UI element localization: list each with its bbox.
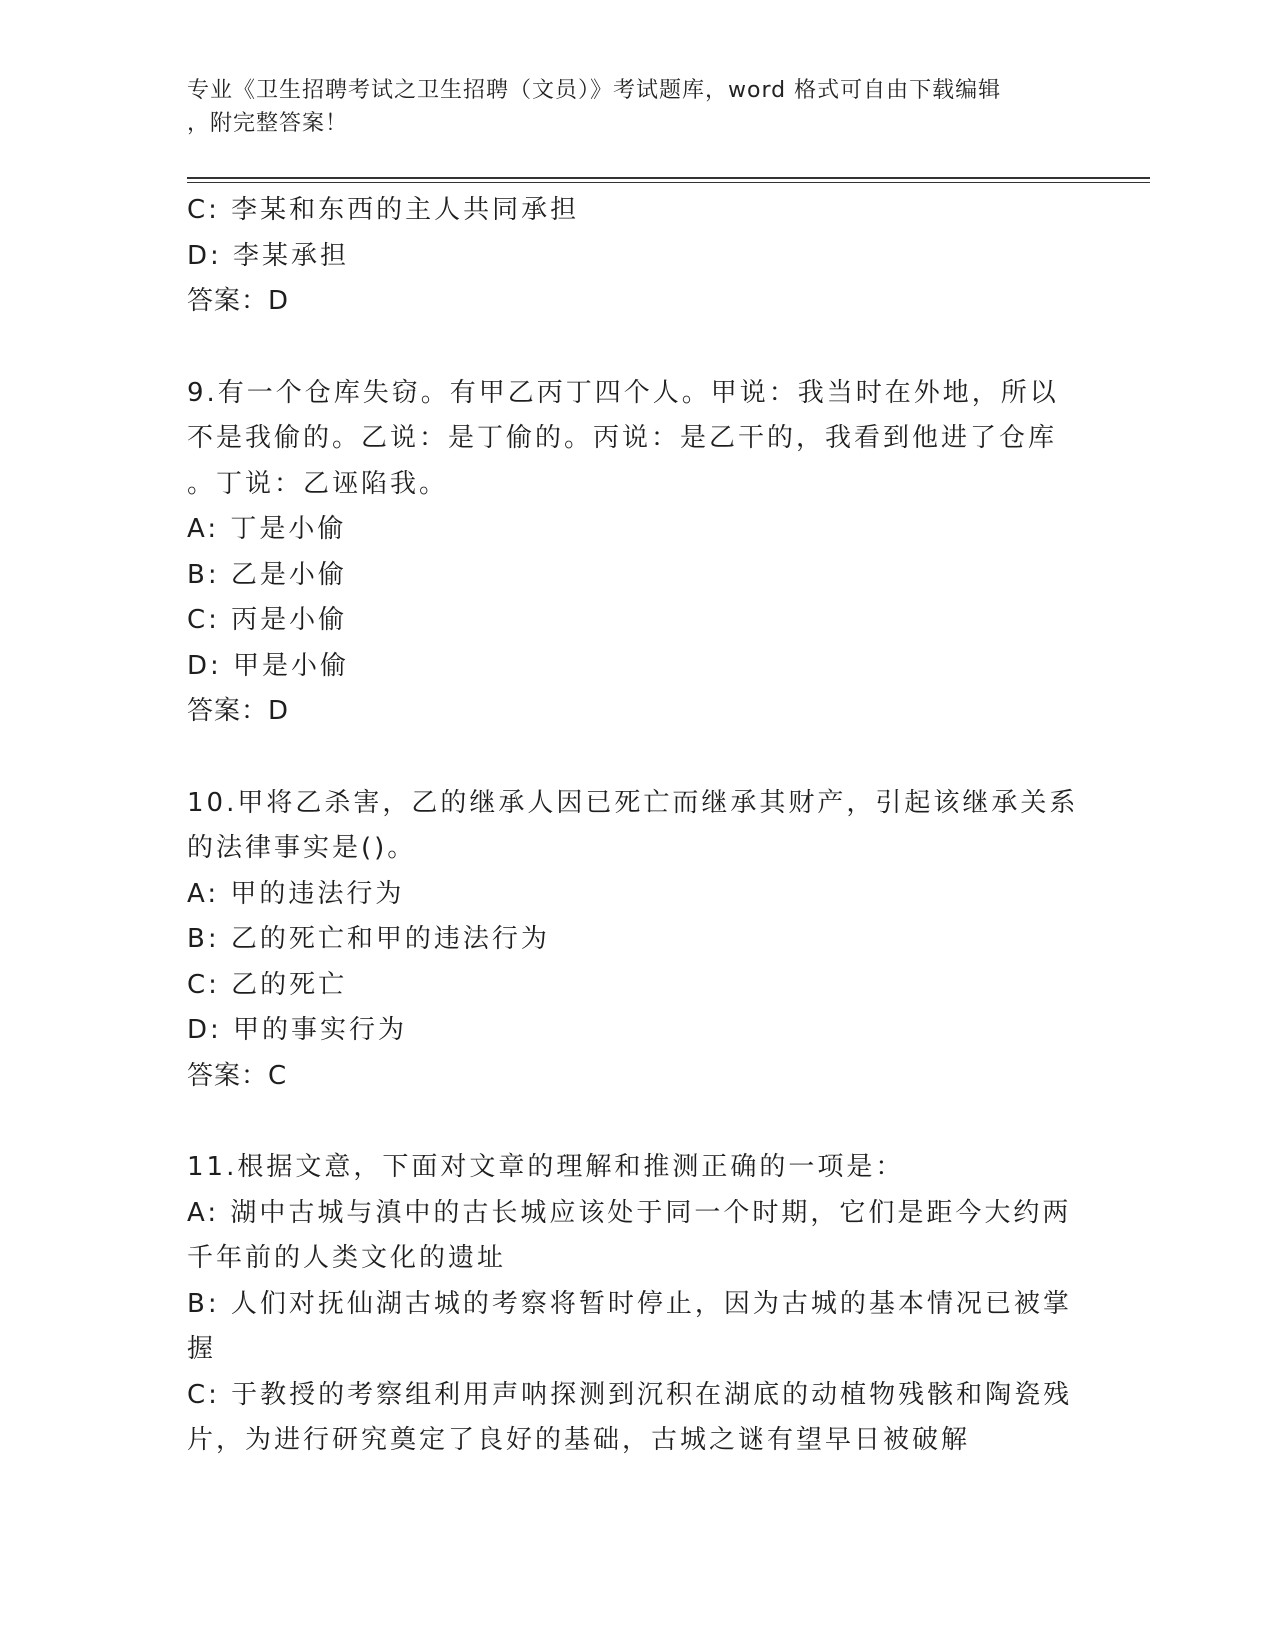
question-content — [187, 188, 1087, 1464]
question-stem-line: 9.有一个仓库失窃。有甲乙丙丁四个人。甲说：我当时在外地，所以 — [187, 377, 1059, 408]
question-stem-line: 10.甲将乙杀害，乙的继承人因已死亡而继承其财产，引起该继承关系 — [187, 787, 1079, 818]
answer-line: 答案：D — [187, 696, 290, 726]
option-c: C: 李某和东西的主人共同承担 — [187, 195, 580, 225]
question-stem-line: 。丁说：乙诬陷我。 — [187, 468, 449, 499]
question-9 — [187, 371, 1087, 735]
option-a: A: 丁是小偷 — [187, 514, 347, 544]
question-stem-line: 不是我偷的。乙说：是丁偷的。丙说：是乙干的，我看到他进了仓库 — [187, 423, 1058, 453]
prev-question — [187, 188, 1087, 325]
question-spacer — [187, 735, 1087, 781]
option-d: D: 李某承担 — [187, 240, 350, 271]
question-stem-line: 11.根据文意，下面对文章的理解和推测正确的一项是： — [187, 1152, 905, 1182]
option-a-line: A: 湖中古城与滇中的古长城应该处于同一个时期，它们是距今大约两 — [187, 1197, 1072, 1228]
option-a: A: 甲的违法行为 — [187, 878, 405, 909]
option-b-line: B: 人们对抚仙湖古城的考察将暂时停止，因为古城的基本情况已被掌 — [187, 1288, 1072, 1319]
question-11 — [187, 1145, 1087, 1464]
option-d: D: 甲的事实行为 — [187, 1015, 408, 1045]
question-stem-line: 的法律事实是()。 — [187, 833, 417, 863]
question-10 — [187, 781, 1087, 1100]
option-c: C: 丙是小偷 — [187, 605, 348, 635]
answer-line: 答案：C — [187, 1060, 288, 1091]
option-b: B: 乙的死亡和甲的违法行为 — [187, 924, 550, 954]
option-c-line: 片，为进行研究奠定了良好的基础，古城之谜有望早日被破解 — [187, 1425, 971, 1455]
option-b: B: 乙是小偷 — [187, 559, 347, 590]
question-spacer — [187, 1099, 1087, 1145]
option-d: D: 甲是小偷 — [187, 650, 350, 681]
option-c: C: 乙的死亡 — [187, 969, 348, 1000]
document-header — [187, 74, 1067, 140]
header-divider-thick — [187, 177, 1150, 179]
header-line-1: 专业《卫生招聘考试之卫生招聘（文员）》考试题库，word 格式可自由下载编辑 — [187, 78, 1002, 103]
answer-line: 答案：D — [187, 286, 290, 316]
option-a-line: 千年前的人类文化的遗址 — [187, 1243, 507, 1273]
option-c-line: C: 于教授的考察组利用声呐探测到沉积在湖底的动植物残骸和陶瓷残 — [187, 1379, 1073, 1410]
header-divider-thin — [187, 182, 1150, 183]
option-b-line: 握 — [187, 1334, 217, 1364]
question-spacer — [187, 325, 1087, 371]
header-line-2: ，附完整答案！ — [187, 111, 349, 136]
